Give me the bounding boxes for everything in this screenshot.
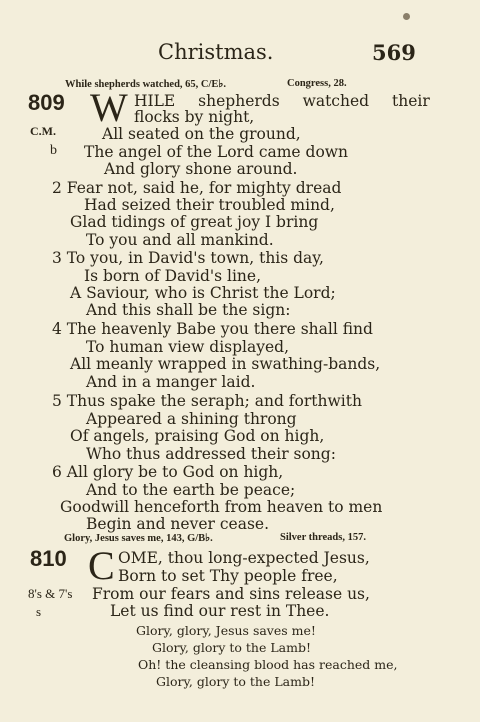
chorus-line: Oh! the cleansing blood has reached me, <box>138 657 398 672</box>
hymn-809-first-line-ref: While shepherds watched, 65, C/E♭. <box>65 79 227 90</box>
chorus-line: Glory, glory to the Lamb! <box>152 640 311 655</box>
verse-line: And to the earth be peace; <box>86 481 296 499</box>
hymn-809-key: b <box>50 143 57 158</box>
hymn-810-tune-ref: Silver threads, 157. <box>280 532 366 543</box>
chorus-line: Glory, glory to the Lamb! <box>156 674 315 689</box>
verse-line: 2 Fear not, said he, for mighty dread <box>52 179 342 197</box>
verse-line: To human view displayed, <box>86 338 290 356</box>
hymn-810-first-line-ref: Glory, Jesus saves me, 143, G/B♭. <box>64 533 213 544</box>
verse-line: From our fears and sins release us, <box>92 585 370 603</box>
verse-line: Of angels, praising God on high, <box>70 427 325 445</box>
verse-line: Begin and never cease. <box>86 515 269 533</box>
verse-line: The angel of the Lord came down <box>84 143 349 161</box>
hymn-809-number: 809 <box>28 90 65 115</box>
verse-line: Appeared a shining throng <box>86 410 297 428</box>
verse-line: Born to set Thy people free, <box>118 567 338 585</box>
verse-line: Is born of David's line, <box>84 267 262 285</box>
verse-line: 5 Thus spake the seraph; and forthwith <box>52 392 362 410</box>
verse-line: All seated on the ground, <box>102 125 301 143</box>
verse-line: And this shall be the sign: <box>86 301 291 319</box>
page-number: 569 <box>372 40 416 65</box>
verse-line: 6 All glory be to God on high, <box>52 463 284 481</box>
hymn-810-meter: 8's & 7's <box>28 586 73 601</box>
hymn-809-meter: C.M. <box>30 124 56 138</box>
hymn-809-tune-ref: Congress, 28. <box>287 78 347 89</box>
verse-line: All meanly wrapped in swathing-bands, <box>70 355 381 373</box>
page-title: Christmas. <box>158 40 274 64</box>
verse-line: Who thus addressed their song: <box>86 445 336 463</box>
verse-line: Let us find our rest in Thee. <box>110 602 330 620</box>
verse-line: HILE shepherds watched their <box>134 92 430 110</box>
chorus-line: Glory, glory, Jesus saves me! <box>136 623 316 638</box>
verse-line: Had seized their troubled mind, <box>84 196 335 214</box>
verse-line: To you and all mankind. <box>86 231 274 249</box>
verse-line: A Saviour, who is Christ the Lord; <box>70 284 336 302</box>
hymn-809-dropcap: W <box>90 85 128 130</box>
verse-line: 3 To you, in David's town, this day, <box>52 249 324 267</box>
verse-line: flocks by night, <box>134 108 255 126</box>
verse-line: Glad tidings of great joy I bring <box>70 213 319 231</box>
hymn-810-dropcap: C <box>88 543 115 588</box>
verse-line: And in a manger laid. <box>86 373 256 391</box>
verse-line: And glory shone around. <box>104 160 298 178</box>
hymn-810-number: 810 <box>30 546 67 571</box>
ink-spot <box>403 13 410 20</box>
verse-line: Goodwill henceforth from heaven to men <box>60 498 383 516</box>
hymn-810-key: s <box>36 604 42 619</box>
verse-line: OME, thou long-expected Jesus, <box>118 549 370 567</box>
verse-line: 4 The heavenly Babe you there shall find <box>52 320 373 338</box>
